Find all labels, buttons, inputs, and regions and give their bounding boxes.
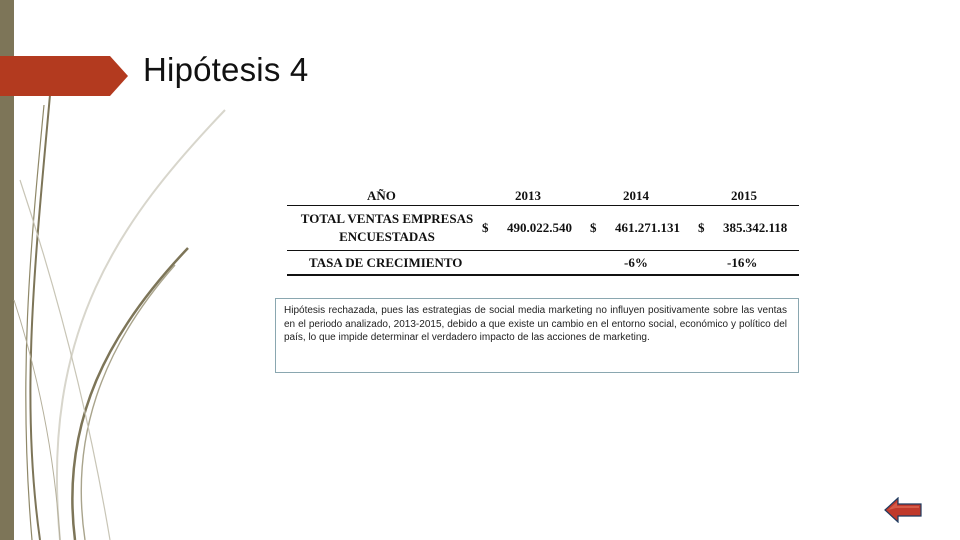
table-header-row <box>287 183 799 206</box>
sales-2013-value: 490.022.540 <box>507 220 572 235</box>
growth-2014-value: -6% <box>624 255 648 270</box>
year-2014-header: 2014 <box>623 188 649 203</box>
sales-2014-value: 461.271.131 <box>615 220 680 235</box>
sales-table <box>287 183 799 276</box>
slide-title: Hipótesis 4 <box>143 51 309 88</box>
sales-row-label: TOTAL VENTAS EMPRESAS ENCUESTADAS <box>300 211 474 244</box>
hypothesis-description: Hipótesis rechazada, pues las estrategias de social media marketing no influyen positivamente sobre las ventas en el periodo analizado, 2013-2015, debido a que existe un cambio en el entorno social, económico y político del país, lo que impide determinar el verdadero impacto de las acciones de marketing. <box>275 298 799 373</box>
table-row-growth <box>287 252 799 276</box>
table-row-sales <box>287 206 799 251</box>
growth-2015-value: -16% <box>727 255 758 270</box>
sales-2015-value: 385.342.118 <box>723 220 788 235</box>
growth-row-label: TASA DE CRECIMIENTO <box>309 255 463 270</box>
currency-symbol: $ <box>698 220 705 235</box>
left-arrow-icon[interactable] <box>884 497 922 523</box>
year-2015-header: 2015 <box>731 188 757 203</box>
year-header-label: AÑO <box>367 188 396 203</box>
currency-symbol: $ <box>590 220 597 235</box>
title-accent-shape <box>0 56 128 96</box>
year-2013-header: 2013 <box>515 188 541 203</box>
currency-symbol: $ <box>482 220 489 235</box>
